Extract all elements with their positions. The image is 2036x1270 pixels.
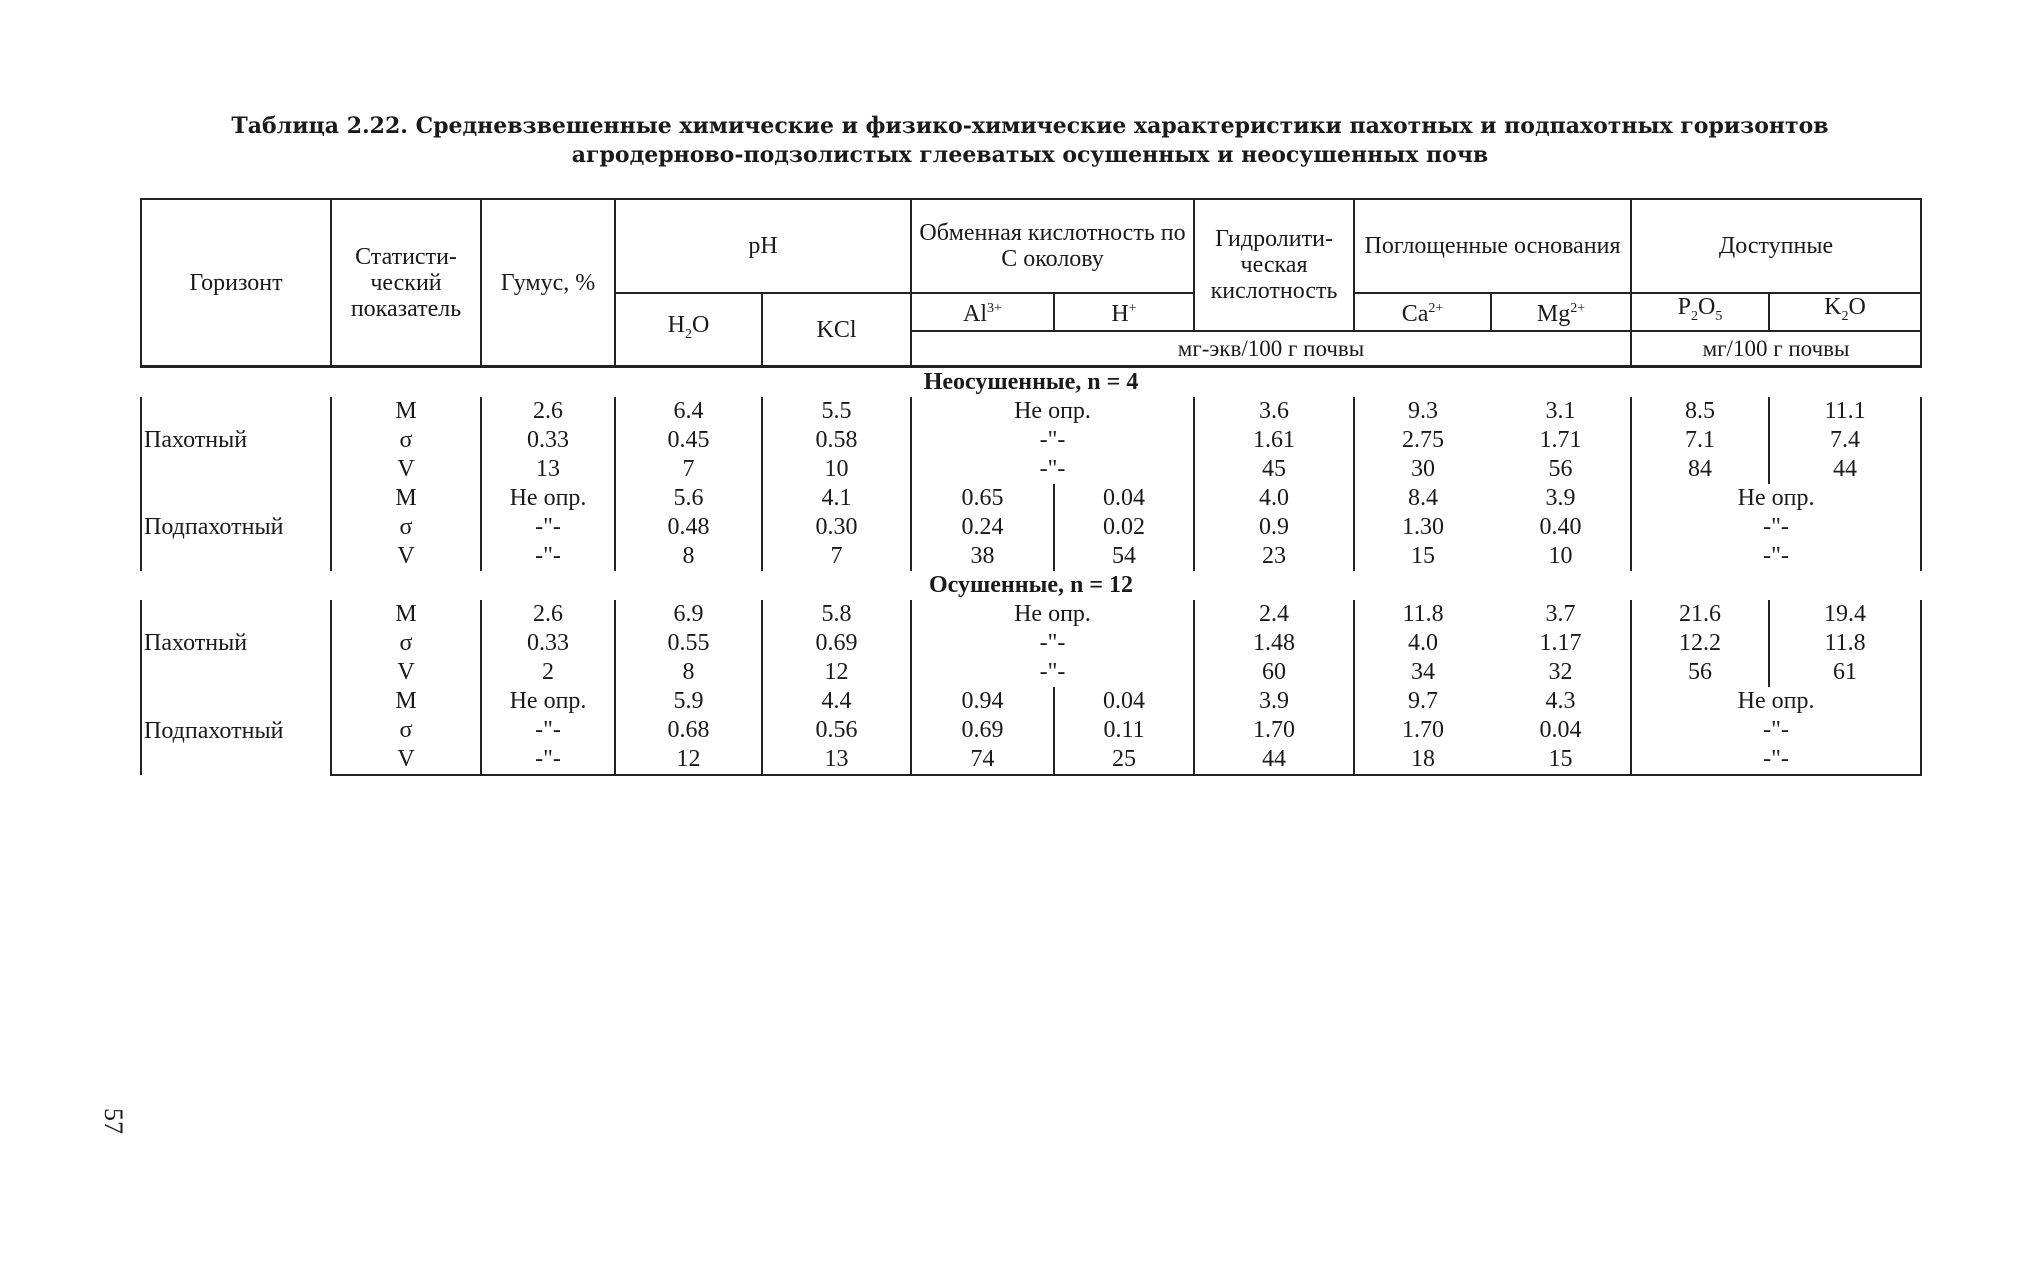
cell-al: 38 [911,542,1054,571]
cell-mg: 15 [1491,745,1631,775]
cell-stat: M [331,600,481,629]
units-mg: мг/100 г почвы [1631,331,1921,367]
header-humus: Гумус, % [481,199,615,367]
units-meq: мг-экв/100 г почвы [911,331,1631,367]
cell-al: 74 [911,745,1054,775]
cell-hydro: 1.70 [1194,716,1354,745]
cell-k2o: 19.4 [1769,600,1921,629]
cell-exchange: -"- [911,426,1194,455]
table-row [141,455,1921,484]
table-row [141,687,1921,716]
cell-al: 0.65 [911,484,1054,513]
cell-p2o5: 21.6 [1631,600,1769,629]
cell-humus: -"- [481,716,615,745]
cell-ca: 9.3 [1354,397,1491,426]
cell-mg: 4.3 [1491,687,1631,716]
header-stat: Статисти-ческий показатель [331,199,481,367]
cell-stat: V [331,745,481,775]
cell-ca: 8.4 [1354,484,1491,513]
table-row [141,513,1921,542]
cell-ph-h2o: 5.9 [615,687,762,716]
cell-ph-kcl: 5.5 [762,397,911,426]
cell-k2o: 44 [1769,455,1921,484]
cell-available: Не опр. [1631,687,1921,716]
cell-h: 54 [1054,542,1194,571]
cell-humus: -"- [481,513,615,542]
header-absorbed: Поглощенные основания [1354,199,1631,293]
cell-ca: 4.0 [1354,629,1491,658]
cell-humus: Не опр. [481,687,615,716]
cell-stat: σ [331,513,481,542]
section-title-row [141,571,1921,600]
cell-ph-kcl: 10 [762,455,911,484]
data-table [140,198,1922,776]
cell-ph-kcl: 0.58 [762,426,911,455]
cell-mg: 56 [1491,455,1631,484]
header-hydro: Гидролити-ческая кислотность [1194,199,1354,331]
cell-p2o5: 7.1 [1631,426,1769,455]
cell-al: 0.24 [911,513,1054,542]
cell-humus: 0.33 [481,426,615,455]
header-horizon: Горизонт [141,199,331,367]
table-row [141,600,1921,629]
cell-ca: 11.8 [1354,600,1491,629]
cell-ph-h2o: 0.45 [615,426,762,455]
cell-hydro: 45 [1194,455,1354,484]
cell-humus: -"- [481,542,615,571]
caption-line-2: агродерново-подзолистых глееватых осушенных и неосушенных почв [571,142,1489,168]
table-header [141,199,1921,367]
cell-ph-h2o: 6.9 [615,600,762,629]
page-number: 57 [99,1108,128,1134]
cell-k2o: 7.4 [1769,426,1921,455]
cell-stat: M [331,687,481,716]
table-row [141,716,1921,745]
cell-ph-kcl: 5.8 [762,600,911,629]
cell-humus: 13 [481,455,615,484]
table-row [141,484,1921,513]
cell-ca: 1.70 [1354,716,1491,745]
header-mg: $Mg^{2+}$ [1491,293,1631,331]
cell-ca: 9.7 [1354,687,1491,716]
cell-ph-kcl: 7 [762,542,911,571]
cell-al: 0.94 [911,687,1054,716]
cell-exchange: Не опр. [911,397,1194,426]
section-title-row [141,367,1921,398]
cell-ph-kcl: 13 [762,745,911,775]
cell-h: 0.04 [1054,687,1194,716]
cell-ph-kcl: 0.30 [762,513,911,542]
cell-hydro: 0.9 [1194,513,1354,542]
cell-ph-h2o: 6.4 [615,397,762,426]
cell-p2o5: 8.5 [1631,397,1769,426]
cell-ph-h2o: 0.68 [615,716,762,745]
cell-stat: V [331,542,481,571]
cell-hydro: 44 [1194,745,1354,775]
caption-line-1: Таблица 2.22. Средневзвешенные химические и физико-химические характеристики пахотных и подпахотных горизонтов [231,113,1829,139]
cell-hydro: 3.9 [1194,687,1354,716]
cell-exchange: -"- [911,658,1194,687]
section-title: Неосушенные, n = 4 [923,369,1139,396]
cell-k2o: 11.8 [1769,629,1921,658]
cell-ca: 18 [1354,745,1491,775]
cell-ca: 30 [1354,455,1491,484]
cell-p2o5: 56 [1631,658,1769,687]
table-caption [140,112,1920,170]
table-row [141,745,1921,775]
cell-ph-h2o: 5.6 [615,484,762,513]
header-al: $Al^{3+}$ [911,293,1054,331]
cell-mg: 3.9 [1491,484,1631,513]
cell-ph-h2o: 8 [615,542,762,571]
cell-humus: 2 [481,658,615,687]
cell-available: -"- [1631,716,1921,745]
cell-horizon: Пахотный [141,600,331,687]
cell-p2o5: 12.2 [1631,629,1769,658]
cell-mg: 3.7 [1491,600,1631,629]
cell-h: 0.04 [1054,484,1194,513]
header-ph: pH [615,199,911,293]
cell-ca: 1.30 [1354,513,1491,542]
table-body [141,367,1921,776]
cell-ph-h2o: 12 [615,745,762,775]
cell-stat: σ [331,629,481,658]
cell-available: -"- [1631,513,1921,542]
cell-mg: 10 [1491,542,1631,571]
cell-mg: 0.40 [1491,513,1631,542]
cell-h: 25 [1054,745,1194,775]
cell-available: -"- [1631,745,1921,775]
cell-hydro: 1.61 [1194,426,1354,455]
cell-ph-kcl: 0.69 [762,629,911,658]
cell-mg: 1.71 [1491,426,1631,455]
cell-hydro: 23 [1194,542,1354,571]
table-row [141,426,1921,455]
cell-ph-kcl: 0.56 [762,716,911,745]
cell-humus: 0.33 [481,629,615,658]
cell-hydro: 60 [1194,658,1354,687]
cell-mg: 3.1 [1491,397,1631,426]
cell-mg: 1.17 [1491,629,1631,658]
cell-stat: σ [331,426,481,455]
cell-ph-kcl: 4.4 [762,687,911,716]
cell-exchange: Не опр. [911,600,1194,629]
cell-hydro: 4.0 [1194,484,1354,513]
cell-exchange: -"- [911,629,1194,658]
cell-ph-kcl: 4.1 [762,484,911,513]
cell-ph-h2o: 8 [615,658,762,687]
cell-ca: 34 [1354,658,1491,687]
cell-ca: 15 [1354,542,1491,571]
cell-horizon: Подпахотный [141,484,331,571]
cell-ph-h2o: 0.55 [615,629,762,658]
cell-humus: 2.6 [481,600,615,629]
cell-al: 0.69 [911,716,1054,745]
cell-mg: 0.04 [1491,716,1631,745]
cell-hydro: 2.4 [1194,600,1354,629]
header-exchange: Обменная кислотность по С околову [911,199,1194,293]
cell-p2o5: 84 [1631,455,1769,484]
header-ph-h2o: $H_2O$ [615,293,762,367]
cell-stat: M [331,484,481,513]
table-row [141,629,1921,658]
cell-horizon: Пахотный [141,397,331,484]
cell-ph-h2o: 0.48 [615,513,762,542]
cell-stat: V [331,455,481,484]
header-ph-kcl: KCl [762,293,911,367]
cell-stat: V [331,658,481,687]
cell-humus: 2.6 [481,397,615,426]
cell-mg: 32 [1491,658,1631,687]
cell-hydro: 3.6 [1194,397,1354,426]
header-ca: $Ca^{2+}$ [1354,293,1491,331]
cell-horizon: Подпахотный [141,687,331,775]
cell-h: 0.02 [1054,513,1194,542]
table-row [141,397,1921,426]
cell-ph-h2o: 7 [615,455,762,484]
cell-ph-kcl: 12 [762,658,911,687]
cell-hydro: 1.48 [1194,629,1354,658]
header-p2o5: $P_2O_5$ [1631,293,1769,331]
table-row [141,542,1921,571]
section-title: Осушенные, n = 12 [929,572,1134,599]
header-h: H+ [1054,293,1194,331]
cell-stat: M [331,397,481,426]
header-k2o: $K_2O$ [1769,293,1921,331]
cell-exchange: -"- [911,455,1194,484]
header-available: Доступные [1631,199,1921,293]
table-row [141,658,1921,687]
cell-h: 0.11 [1054,716,1194,745]
cell-k2o: 61 [1769,658,1921,687]
cell-available: -"- [1631,542,1921,571]
cell-humus: Не опр. [481,484,615,513]
cell-k2o: 11.1 [1769,397,1921,426]
cell-humus: -"- [481,745,615,775]
cell-available: Не опр. [1631,484,1921,513]
cell-ca: 2.75 [1354,426,1491,455]
cell-stat: σ [331,716,481,745]
